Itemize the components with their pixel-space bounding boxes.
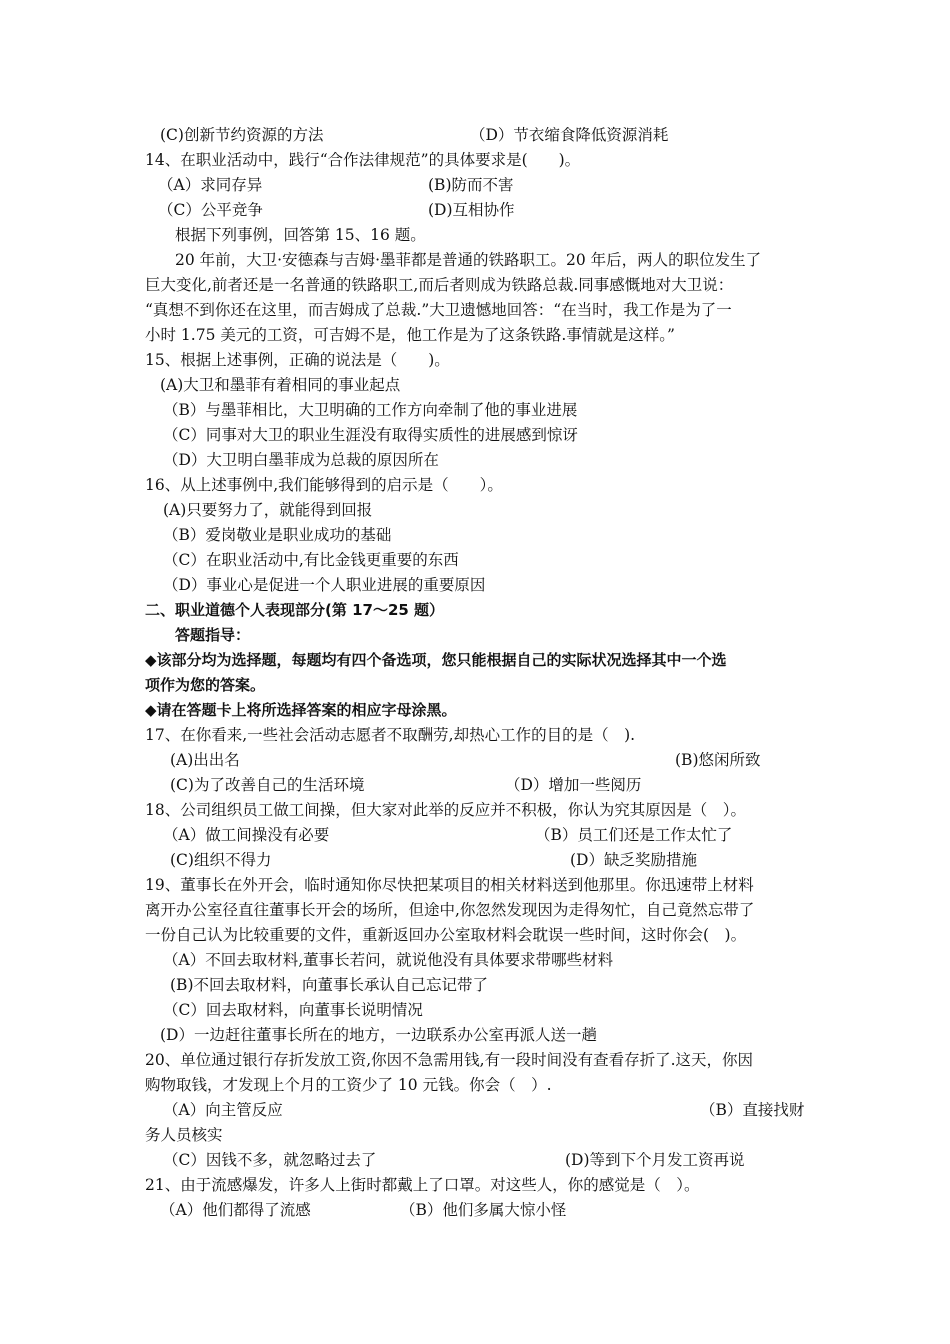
q18-option-c: (C)组织不得力 xyxy=(170,851,272,869)
q16-option-b: （B）爱岗敬业是职业成功的基础 xyxy=(163,526,392,544)
q17-option-b: (B)悠闲所致 xyxy=(675,751,761,769)
guide-note-1: ◆该部分均为选择题，每题均有四个备选项，您只能根据自己的实际状况选择其中一个选 xyxy=(145,651,727,669)
case-line: 巨大变化,前者还是一名普通的铁路职工,而后者则成为铁路总裁.同事感慨地对大卫说： xyxy=(145,276,734,294)
case-line: 小时 1.75 美元的工资，可吉姆不是，他工作是为了这条铁路.事情就是这样。” xyxy=(145,326,675,344)
q18-stem: 18、公司组织员工做工间操，但大家对此举的反应并不积极，你认为究其原因是（ ）。 xyxy=(145,801,746,819)
q14-option-b: (B)防而不害 xyxy=(428,176,514,194)
q15-option-c: （C）同事对大卫的职业生涯没有取得实质性的进展感到惊讶 xyxy=(163,426,578,444)
q21-option-b: （B）他们多属大惊小怪 xyxy=(400,1201,567,1219)
q20-option-d: (D)等到下个月发工资再说 xyxy=(565,1151,745,1169)
q14-option-c: （C）公平竞争 xyxy=(158,201,263,219)
q20-stem: 20、单位通过银行存折发放工资,你因不急需用钱,有一段时间没有查看存折了.这天，你因 xyxy=(145,1051,754,1069)
q17-option-a: (A)出出名 xyxy=(170,751,240,769)
q20-option-a: （A）向主管反应 xyxy=(163,1101,283,1119)
section-title: 二、职业道德个人表现部分(第 17～25 题） xyxy=(145,601,445,619)
q15-stem: 15、根据上述事例，正确的说法是（ )。 xyxy=(145,351,450,369)
guide-label: 答题指导： xyxy=(175,626,251,644)
case-line: 20 年前，大卫·安德森与吉姆·墨菲都是普通的铁路职工。20 年后，两人的职位发生了 xyxy=(175,251,762,269)
q18-option-d: (D）缺乏奖励措施 xyxy=(570,851,697,869)
q19-stem: 19、董事长在外开会，临时通知你尽快把某项目的相关材料送到他那里。你迅速带上材料 xyxy=(145,876,754,894)
q19-option-b: (B)不回去取材料，向董事长承认自己忘记带了 xyxy=(170,976,488,994)
q13-option-c: (C)创新节约资源的方法 xyxy=(160,126,324,144)
q15-option-d: （D）大卫明白墨菲成为总裁的原因所在 xyxy=(163,451,439,469)
q14-option-a: （A）求同存异 xyxy=(158,176,263,194)
q18-option-b: （B）员工们还是工作太忙了 xyxy=(535,826,733,844)
q19-option-c: （C）回去取材料，向董事长说明情况 xyxy=(163,1001,423,1019)
q16-option-d: （D）事业心是促进一个人职业进展的重要原因 xyxy=(163,576,486,594)
q20-option-b-cont: 务人员核实 xyxy=(145,1126,223,1144)
guide-note-2: ◆请在答题卡上将所选择答案的相应字母涂黑。 xyxy=(145,701,457,719)
q19-stem-cont: 一份自己认为比较重要的文件，重新返回办公室取材料会耽误一些时间，这时你会( )。 xyxy=(145,926,747,944)
guide-note-1-cont: 项作为您的答案。 xyxy=(145,676,266,694)
q15-option-b: （B）与墨菲相比，大卫明确的工作方向牵制了他的事业进展 xyxy=(163,401,578,419)
q20-option-b: （B）直接找财 xyxy=(700,1101,805,1119)
q21-option-a: （A）他们都得了流感 xyxy=(160,1201,311,1219)
q14-option-d: (D)互相协作 xyxy=(428,201,515,219)
q16-option-c: （C）在职业活动中,有比金钱更重要的东西 xyxy=(163,551,459,569)
q17-option-d: （D）增加一些阅历 xyxy=(505,776,642,794)
q18-option-a: （A）做工间操没有必要 xyxy=(163,826,330,844)
case-line: “真想不到你还在这里，而吉姆成了总裁.”大卫遗憾地回答：“在当时，我工作是为了一 xyxy=(145,301,732,319)
q20-option-c: （C）因钱不多，就忽略过去了 xyxy=(163,1151,377,1169)
q20-stem-cont: 购物取钱，才发现上个月的工资少了 10 元钱。你会（ ）. xyxy=(145,1076,552,1094)
q17-stem: 17、在你看来,一些社会活动志愿者不取酬劳,却热心工作的目的是（ ). xyxy=(145,726,636,744)
q19-stem-cont: 离开办公室径直往董事长开会的场所，但途中,你忽然发现因为走得匆忙，自己竟然忘带了 xyxy=(145,901,755,919)
q21-stem: 21、由于流感爆发，许多人上街时都戴上了口罩。对这些人，你的感觉是（ ）。 xyxy=(145,1176,700,1194)
q13-option-d: （D）节衣缩食降低资源消耗 xyxy=(470,126,669,144)
q14-stem: 14、在职业活动中，践行“合作法律规范”的具体要求是( )。 xyxy=(145,151,581,169)
q19-option-a: （A）不回去取材料,董事长若问，就说他没有具体要求带哪些材料 xyxy=(163,951,614,969)
q16-option-a: (A)只要努力了，就能得到回报 xyxy=(163,501,373,519)
q16-stem: 16、从上述事例中,我们能够得到的启示是（ ）。 xyxy=(145,476,503,494)
case-intro: 根据下列事例，回答第 15、16 题。 xyxy=(175,226,426,244)
q15-option-a: (A)大卫和墨菲有着相同的事业起点 xyxy=(160,376,401,394)
q17-option-c: (C)为了改善自己的生活环境 xyxy=(170,776,365,794)
q19-option-d: (D）一边赶往董事长所在的地方，一边联系办公室再派人送一趟 xyxy=(160,1026,597,1044)
